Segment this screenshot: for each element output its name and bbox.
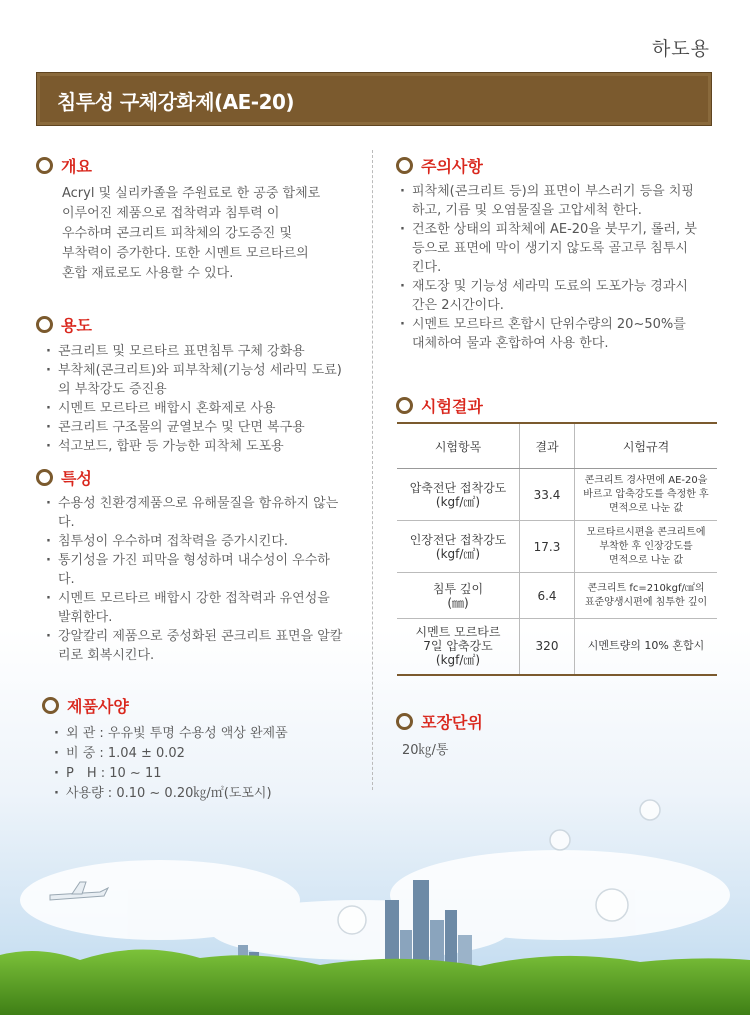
list-item: · 콘크리트 및 모르타르 표면침투 구체 강화용 (46, 342, 346, 361)
list-item: · 재도장 및 기능성 세라믹 도료의 도포가능 경과시간은 2시간이다. (400, 277, 700, 315)
table-header-row (397, 423, 717, 469)
table-row (397, 521, 717, 573)
cell-standard: 콘크리트 fc=210kgf/㎠의 표준양생시편에 침투한 깊이 (575, 573, 718, 619)
packaging-heading (396, 710, 483, 733)
cell-standard: 시멘트량의 10% 혼합시 (575, 619, 718, 675)
title-banner (36, 72, 712, 126)
cell-item: 시멘트 모르타르 7일 압축강도 (kgf/㎠) (397, 619, 520, 675)
cell-item: 압축전단 접착강도 (kgf/㎠) (397, 469, 520, 521)
overview-line: 우수하며 콘크리트 피착체의 강도증진 및 (62, 226, 293, 241)
header-item: 시험항목 (397, 423, 520, 469)
header-value: 결과 (520, 423, 575, 469)
results-heading (396, 394, 483, 417)
column-divider (372, 150, 373, 790)
grass-field (0, 949, 750, 1015)
usage-list (46, 342, 346, 456)
list-item: · 석고보드, 합판 등 가능한 피착체 도포용 (46, 437, 346, 456)
specs-heading (42, 694, 129, 717)
cell-standard: 콘크리트 경사면에 AE-20을 바르고 압축강도를 측정한 후 면적으로 나눈 값 (575, 469, 718, 521)
overview-line: 혼합 재료로도 사용할 수 있다. (62, 266, 234, 281)
header-standard: 시험규격 (575, 423, 718, 469)
circle-bullet-icon (396, 713, 413, 730)
table-row (397, 469, 717, 521)
circle-bullet-icon (36, 316, 53, 333)
spec-item: · 외 관 : 우유빛 투명 수용성 액상 완제품 (54, 724, 354, 744)
overview-text (62, 184, 362, 284)
cell-item: 침투 깊이 (㎜) (397, 573, 520, 619)
list-item: · 피착체(콘크리트 등)의 표면이 부스러기 등을 치핑하고, 기름 및 오염물질을 고압세척 한다. (400, 182, 700, 220)
cell-item: 인장전단 접착강도 (kgf/㎠) (397, 521, 520, 573)
spec-item: · 사용량 : 0.10 ~ 0.20㎏/㎡(도포시) (54, 784, 354, 804)
usage-heading (36, 313, 92, 336)
spec-item: · P H : 10 ~ 11 (54, 764, 354, 784)
features-list (46, 494, 346, 665)
table-row (397, 573, 717, 619)
usage-title: 용도 (61, 316, 92, 335)
cell-value: 17.3 (520, 521, 575, 573)
overview-line: 부착력이 증가한다. 또한 시멘트 모르타르의 (62, 246, 309, 261)
cell-standard: 모르타르시편을 콘크리트에 부착한 후 인장강도를 면적으로 나눈 값 (575, 521, 718, 573)
packaging-title: 포장단위 (421, 713, 483, 732)
list-item: · 시멘트 모르타르 배합시 강한 접착력과 유연성을 발휘한다. (46, 589, 346, 627)
circle-bullet-icon (396, 397, 413, 414)
list-item: · 통기성을 가진 피막을 형성하며 내수성이 우수하다. (46, 551, 346, 589)
cell-value: 6.4 (520, 573, 575, 619)
landscape-illustration (0, 780, 750, 1015)
cell-value: 33.4 (520, 469, 575, 521)
list-item: · 시멘트 모르타르 배합시 혼화제로 사용 (46, 399, 346, 418)
list-item: · 건조한 상태의 피착체에 AE-20을 붓무기, 롤러, 붓 등으로 표면에 막이 생기지 않도록 골고루 침투시킨다. (400, 220, 700, 277)
overview-heading (36, 154, 92, 177)
specs-title: 제품사양 (67, 697, 129, 716)
list-item: · 부착체(콘크리트)와 피부착체(기능성 세라믹 도료)의 부착강도 증진용 (46, 361, 346, 399)
table-row (397, 619, 717, 675)
overview-line: 이루어진 제품으로 접착력과 침투력 이 (62, 206, 280, 221)
cautions-title: 주의사항 (421, 157, 483, 176)
product-title: 침투성 구체강화제(AE-20) (57, 90, 295, 114)
circle-bullet-icon (36, 157, 53, 174)
list-item: · 시멘트 모르타르 혼합시 단위수량의 20~50%를 대체하여 물과 혼합하여 사용 한다. (400, 315, 700, 353)
results-title: 시험결과 (421, 397, 483, 416)
category-label: 하도용 (651, 38, 710, 60)
circle-bullet-icon (36, 469, 53, 486)
cautions-heading (396, 154, 483, 177)
cautions-list (400, 182, 700, 353)
list-item: · 강알칼리 제품으로 중성화된 콘크리트 표면을 알칼리로 회복시킨다. (46, 627, 346, 665)
list-item: · 침투성이 우수하며 접착력을 증가시킨다. (46, 532, 346, 551)
list-item: · 수용성 친환경제품으로 유해물질을 함유하지 않는다. (46, 494, 346, 532)
cell-value: 320 (520, 619, 575, 675)
circle-bullet-icon (42, 697, 59, 714)
features-title: 특성 (61, 469, 92, 488)
features-heading (36, 466, 92, 489)
overview-line: Acryl 및 실리카졸을 주원료로 한 공중 합체로 (62, 186, 321, 201)
list-item: · 콘크리트 구조물의 균열보수 및 단면 복구용 (46, 418, 346, 437)
spec-item: · 비 중 : 1.04 ± 0.02 (54, 744, 354, 764)
overview-title: 개요 (61, 157, 92, 176)
packaging-value: 20㎏/통 (402, 743, 449, 758)
results-table (397, 422, 717, 676)
circle-bullet-icon (396, 157, 413, 174)
